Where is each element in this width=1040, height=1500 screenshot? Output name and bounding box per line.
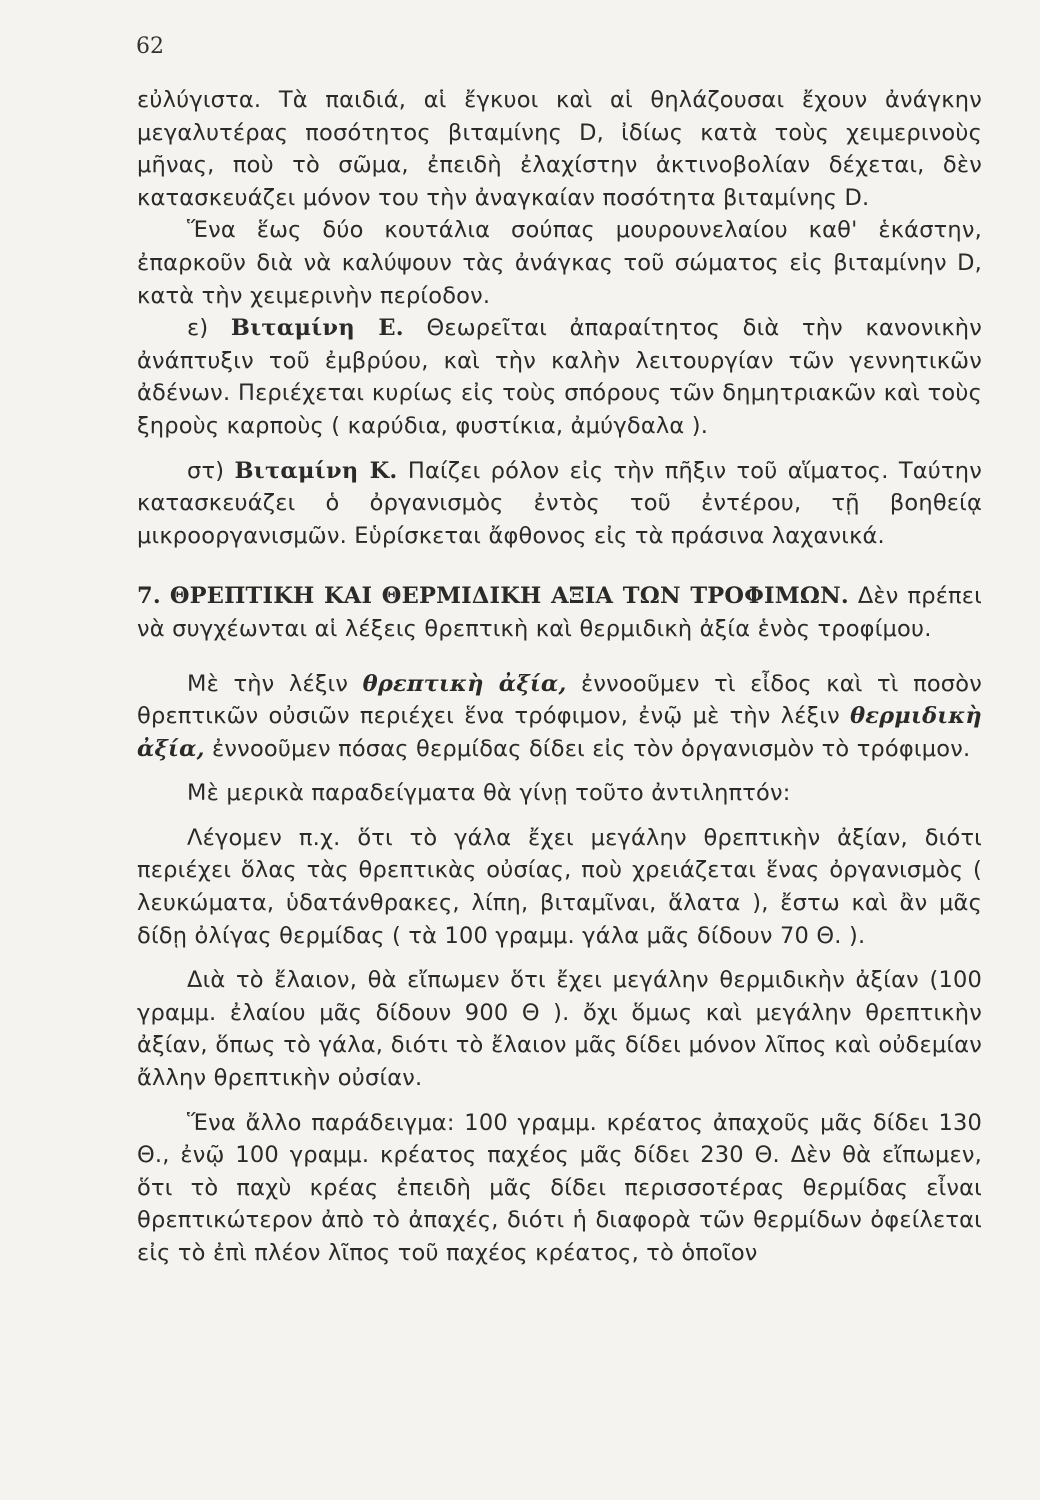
definitions-middle: ἐννοοῦμεν τὶ εἶδος καὶ τὶ ποσὸν θρεπτικῶν οὐσιῶν περιέχει ἕνα τρόφιμον, ἐνῷ μὲ τὴν λέξιν <box>137 670 982 730</box>
paragraph-meat-example: Ἕνα ἄλλο παράδειγμα: 100 γραμμ. κρέατος ἀπαχοῦς μᾶς δίδει 130 Θ., ἐνῷ 100 γραμμ. κρέατος παχέος μᾶς δίδει 230 Θ. Δὲν θὰ εἴπωμεν, ὅτι τὸ παχὺ κρέας ἐπειδὴ μᾶς δίδει περισσοτέρας θερμίδας εἶναι θρεπτικώτερον ἀπὸ τὸ ἀπαχές, διότι ἡ διαφορὰ τῶν θερμίδων ὀφείλεται εἰς τὸ ἐπὶ πλέον λῖπος τοῦ παχέος κρέατος, τὸ ὁποῖον <box>137 1109 982 1266</box>
paragraph-vitamin-k <box>137 455 982 553</box>
vitamin-e-text: Θεωρεῖται ἀπαραίτητος διὰ τὴν κανονικὴν ἀνάπτυξιν τοῦ ἐμβρύου, καὶ τὴν καλὴν λειτουργίαν τῶν γεννητικῶν ἀδένων. Περιέχεται κυρίως εἰς τοὺς σπόρους τῶν δημητριακῶν καὶ τοὺς ξηροὺς καρποὺς ( καρύδια, φυστίκια, ἀμύγδαλα ). <box>137 315 983 439</box>
body-text <box>137 84 982 1270</box>
paragraph-milk-example: Λέγομεν π.χ. ὅτι τὸ γάλα ἔχει μεγάλην θρεπτικὴν ἀξίαν, διότι περιέχει ὅλας τὰς θρεπτικὰς οὐσίας, ποὺ χρειάζεται ἕνας ὀργανισμὸς ( λευκώματα, ὑδατάνθρακες, λίπη, βιταμῖναι, ἅλατα ), ἔστω καὶ ἂν μᾶς δίδῃ ὀλίγας θερμίδας ( τὰ 100 γραμμ. γάλα μᾶς δίδουν 70 Θ. ). <box>137 824 982 949</box>
page-number: 62 <box>136 34 164 59</box>
section-title: ΘΡΕΠΤΙΚΗ ΚΑΙ ΘΕΡΜΙΔΙΚΗ ΑΞΙΑ ΤΩΝ ΤΡΟΦΙΜΩΝ. <box>169 583 849 610</box>
section-7 <box>137 580 982 645</box>
paragraph-definitions <box>137 668 982 766</box>
vitamin-e-label: ε) <box>187 315 209 342</box>
definitions-intro: Μὲ τὴν λέξιν <box>187 670 349 697</box>
vitamin-k-heading: Βιταμίνη Κ. <box>234 457 398 484</box>
term-caloric-value: θερμιδικὴ ἀξία, <box>137 703 982 762</box>
paragraph-oil-example: Διὰ τὸ ἔλαιον, θὰ εἴπωμεν ὅτι ἔχει μεγάλην θερμιδικὴν ἀξίαν (100 γραμμ. ἐλαίου μᾶς δίδουν 900 Θ ). ὄχι ὅμως καὶ μεγάλην θρεπτικὴν ἀξίαν, ὅπως τὸ γάλα, διότι τὸ ἔλαιον μᾶς δίδει μόνον λῖπος καὶ οὐδεμίαν ἄλλην θρεπτικὴν οὐσίαν. <box>137 967 982 1092</box>
paragraph-vitamin-d-end: εὐλύγιστα. Τὰ παιδιά, αἱ ἔγκυοι καὶ αἱ θηλάζουσαι ἔχουν ἀνάγκην μεγαλυτέρας ποσότητος βιταμίνης D, ἰδίως κατὰ τοὺς χειμερινοὺς μῆνας, ποὺ τὸ σῶμα, ἐπειδὴ ἐλαχίστην ἀκτινοβολίαν δέχεται, δὲν κατασκευάζει μόνον του τὴν ἀναγκαίαν ποσότητα βιταμίνης D. <box>137 87 982 211</box>
term-nutritional-value: θρεπτικὴ ἀξία, <box>362 670 567 697</box>
vitamin-k-text: Παίζει ρόλον εἰς τὴν πῆξιν τοῦ αἵματος. Ταύτην κατασκευάζει ὁ ὀργανισμὸς ἐντὸς τοῦ ἐντέρου, τῇ βοηθείᾳ μικροοργανισμῶν. Εὑρίσκεται ἄφθονος εἰς τὰ πράσινα λαχανικά. <box>137 457 982 549</box>
vitamin-k-label: στ) <box>187 457 225 484</box>
vitamin-e-heading: Βιταμίνη Ε. <box>230 315 404 342</box>
section-intro: Δὲν πρέπει νὰ συγχέωνται αἱ λέξεις θρεπτικὴ καὶ θερμιδικὴ ἀξία ἑνὸς τροφίμου. <box>137 583 982 642</box>
paragraph-examples-intro: Μὲ μερικὰ παραδείγματα θὰ γίνῃ τοῦτο ἀντιληπτόν: <box>187 780 791 807</box>
paragraph-cod-liver-oil: Ἕνα ἕως δύο κουτάλια σούπας μουρουνελαίου καθ' ἑκάστην, ἐπαρκοῦν διὰ νὰ καλύψουν τὰς ἀνάγκας τοῦ σώματος εἰς βιταμίνην D, κατὰ τὴν χειμερινὴν περίοδον. <box>137 217 982 309</box>
section-number: 7. <box>137 583 161 610</box>
definitions-end: ἐννοοῦμεν πόσας θερμίδας δίδει εἰς τὸν ὀργανισμὸν τὸ τρόφιμον. <box>212 735 971 762</box>
paragraph-vitamin-e <box>137 312 982 442</box>
